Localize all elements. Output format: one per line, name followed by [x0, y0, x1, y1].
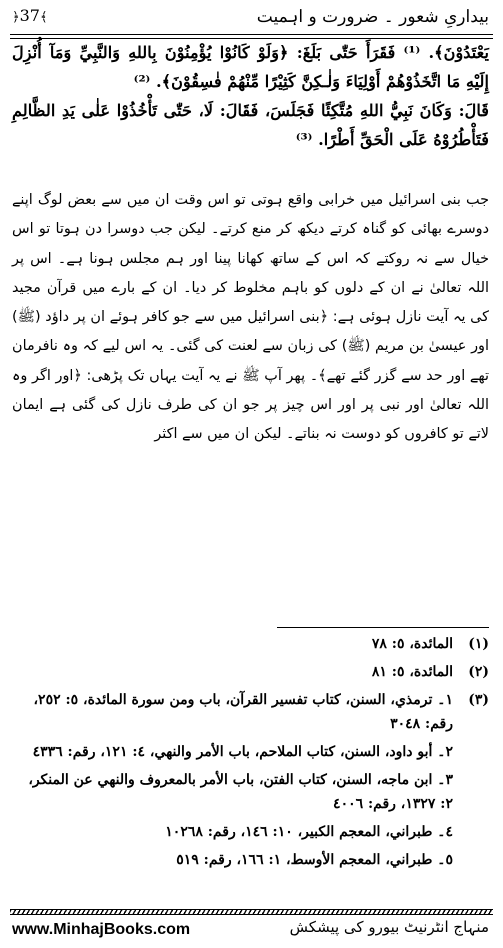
footnote-text: المائدة، ٥: ٨١	[371, 664, 453, 680]
footnote-3-item-2: ٢۔ أبو داود، السنن، کتاب الملاحم، باب الأمر والنهي، ٤: ١٢١، رقم: ٤٣٣٦	[32, 744, 453, 760]
footnote-text: المائدة، ٥: ٧٨	[371, 636, 453, 652]
footer-rule	[10, 909, 493, 915]
page-number: ﴿37﴾	[12, 6, 48, 25]
page-number-text: 37	[19, 6, 40, 25]
footnote-3-item-3: ٣۔ ابن ماجه، السنن، کتاب الفتن، باب الأمر بالمعروف والنهي عن المنکر، ٢: ١٣٢٧، رقم: ٤٠٠٦	[28, 772, 453, 812]
footnote-marker: (٢)	[468, 664, 489, 680]
arabic-hadith-text	[12, 38, 489, 154]
website-link[interactable]: www.MinhajBooks.com	[12, 921, 191, 938]
footnote-1	[12, 632, 489, 656]
page-header	[10, 6, 493, 34]
footnotes	[12, 632, 489, 876]
arabic-line-2: قَالَ: وَكَانَ نَبِيُّ اللهِ مُتَّكِئًا فَجَلَسَ، فَقَالَ: لَا، حَتّٰى تَأْخُذُوْا عَلٰى يَدِ الظَّالِمِ فَتَأْطُرُوْهُ عَلَى الْحَقِّ أَطْرًا. ⁽³⁾	[12, 101, 489, 149]
publisher-credit: منہاج انٹرنیٹ بیورو کی پیشکش	[289, 918, 489, 936]
footnote-3-item-1: ١۔ ترمذي، السنن، کتاب تفسير القرآن، باب ومن سورة المائدة، ٥: ٢٥٢، رقم: ٣٠٤٨	[33, 692, 453, 732]
footnote-2	[12, 660, 489, 684]
running-title: بیداریِ شعور ۔ ضرورت و اہمیت	[256, 7, 489, 27]
urdu-paragraph: جب بنی اسرائیل میں خرابی واقع ہوتی تو اس وقت ان میں سے بعض لوگ اپنے دوسرے بھائی کو گناہ کرتے دیکھ کر منع کرتے۔ لیکن جب دوسرا دن ہوتا تو اس خیال سے نہ روکتے کہ اس کے ساتھ کھانا پینا اور ہم مجلس ہونا ہے۔ اس پر اللہ تعالیٰ نے ان کے دلوں کو باہم مخلوط کر دیا۔ ان کے بارے میں قرآن مجید کی یہ آیت نازل ہوئی ہے: ﴿بنی اسرائیل میں سے جو کافر ہوئے ان پر داؤد (ﷺ) اور عیسیٰ بن مریم (ﷺ) کی زبان سے لعنت کی گئی۔ یہ اس لیے کہ وہ نافرمان تھے اور حد سے گزر گئے تھے﴾۔ پھر آپ ﷺ نے یہ آیت یہاں تک پڑھی: ﴿اور اگر وہ اللہ تعالیٰ اور نبی پر اور اس چیز پر جو ان کی طرف نازل کی گئی ہے ایمان لاتے تو کافروں کو دوست نہ بناتے۔ لیکن ان میں سے اکثر	[12, 192, 489, 443]
page-footer	[10, 918, 493, 944]
footnote-marker: (٣)	[468, 692, 489, 708]
footnote-separator	[277, 627, 489, 628]
footnote-3-item-5: ٥۔ طبراني، المعجم الأوسط، ١: ١٦٦، رقم: ٥١٩	[176, 852, 453, 868]
urdu-translation	[12, 186, 489, 450]
footnote-3	[12, 688, 489, 872]
footnote-3-item-4: ٤۔ طبراني، المعجم الکبير، ١٠: ١٤٦، رقم: ١٠٢٦٨	[165, 824, 453, 840]
arabic-line-1: يَعْتَدُوْنَ﴾. ⁽¹⁾ فَقَرَأَ حَتّٰى بَلَغَ: ﴿وَلَوْ كَانُوْا يُؤْمِنُوْنَ بِاللهِ وَالنَّبِيِّ وَمَآ أُنْزِلَ إِلَيْهِ مَا اتَّخَذُوْهُمْ أَوْلِيَاءَ وَلٰـكِنَّ كَثِيْرًا مِّنْهُمْ فٰسِقُوْنَ﴾. ⁽²⁾	[12, 43, 489, 91]
footnote-marker: (١)	[468, 636, 489, 652]
